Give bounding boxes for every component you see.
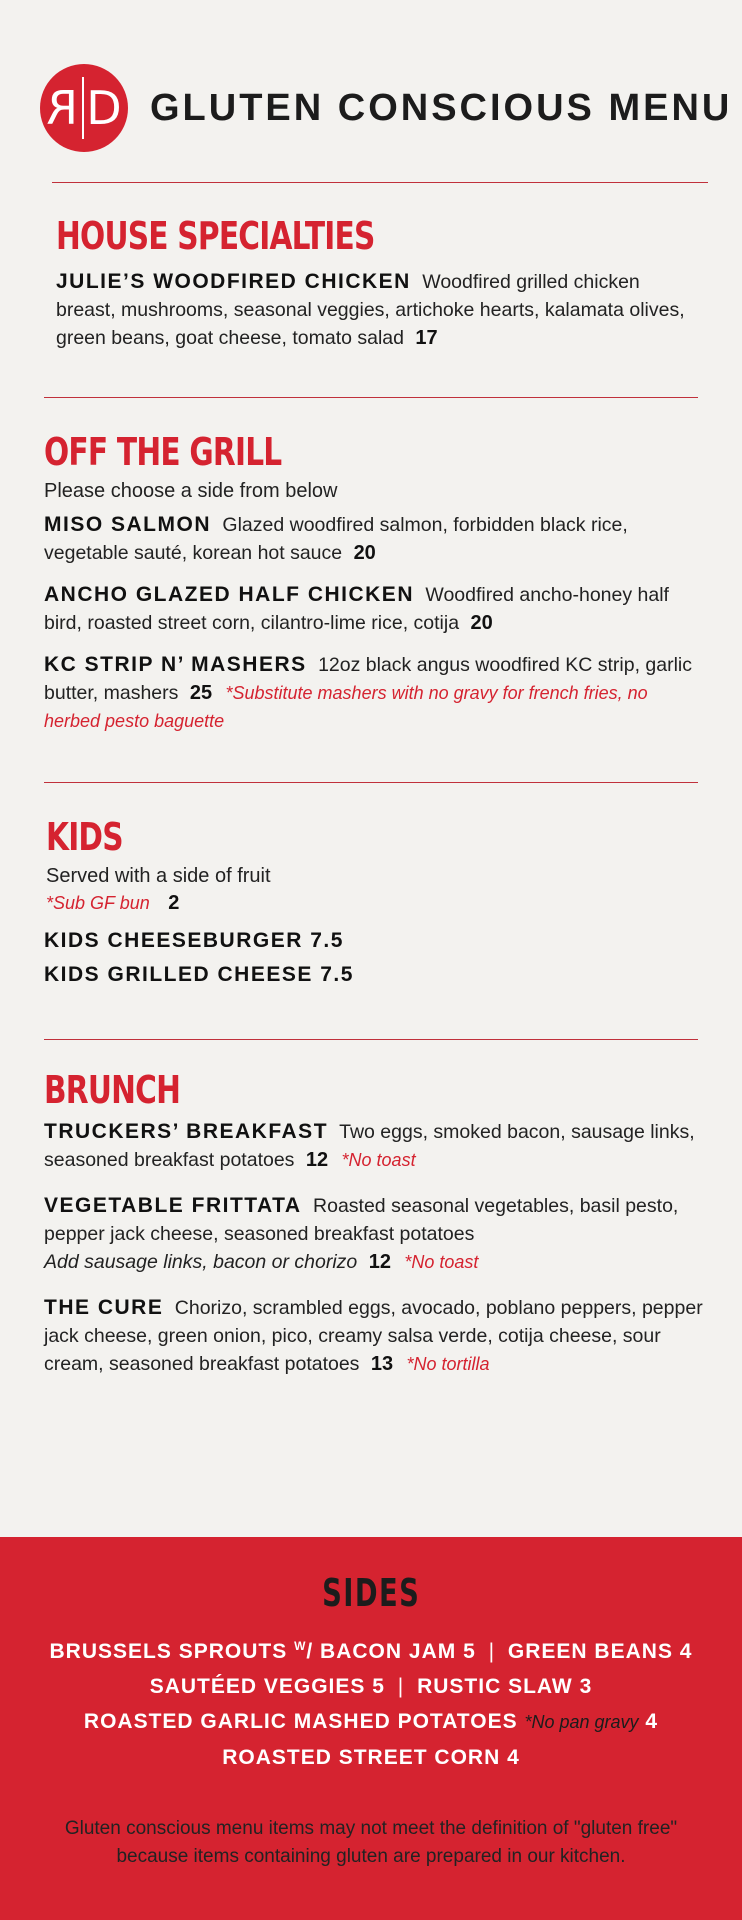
item-name: JULIE’S WOODFIRED CHICKEN [56,270,411,293]
separator: | [397,1675,405,1698]
divider [44,397,698,398]
section-kids [46,815,686,987]
rd-logo: R D [40,64,128,152]
sub-note-row [46,892,686,915]
divider [44,782,698,783]
section-off-the-grill [44,430,704,735]
menu-item [44,929,686,953]
sides-panel [0,1537,742,1920]
item-price: 7.5 [320,963,354,986]
item-name: KIDS GRILLED CHEESE [44,963,313,986]
menu-item [44,1294,704,1378]
sides-title: SIDES [321,1571,421,1615]
item-price: 20 [353,542,376,564]
item-note: *No toast [404,1252,479,1272]
side-price: 5 [372,1675,385,1698]
side-name: RUSTIC SLAW [417,1675,573,1698]
item-name: MISO SALMON [44,513,211,536]
divider [44,1039,698,1040]
item-desc: Two eggs, smoked bacon, sausage links, seasoned breakfast potatoes [44,1121,695,1171]
side-name: SAUTÉED VEGGIES [149,1675,366,1698]
side-sup: W [294,1639,307,1653]
section-title: OFF THE GRILL [44,430,282,474]
sub-price: 2 [168,892,180,914]
side-price: 4 [679,1640,693,1663]
section-brunch [44,1068,704,1378]
section-note: Served with a side of fruit [46,865,271,887]
divider [52,182,708,183]
side-name: ROASTED GARLIC MASHED POTATOES [83,1710,518,1733]
menu-item [44,1192,704,1276]
section-title: BRUNCH [44,1068,181,1112]
item-name: ANCHO GLAZED HALF CHICKEN [44,583,414,606]
menu-item [44,511,704,567]
sides-list [0,1629,742,1775]
sides-line [0,1629,742,1669]
side-note: *No pan gravy [524,1712,639,1732]
item-note: *No toast [341,1150,416,1170]
side-price: 4 [645,1710,659,1733]
menu-item [44,651,704,735]
item-name: KIDS CHEESEBURGER [44,929,303,952]
item-name: KC STRIP N’ MASHERS [44,653,307,676]
item-price: 7.5 [310,929,344,952]
sides-line [0,1740,742,1775]
section-house-specialties [56,214,696,352]
menu-item [56,268,696,352]
item-price: 13 [370,1353,394,1375]
separator: | [488,1640,496,1663]
item-name: VEGETABLE FRITTATA [44,1194,302,1217]
section-title: KIDS [46,815,123,859]
item-desc: Glazed woodfired salmon, forbidden black rice, vegetable sauté, korean hot sauce [44,514,628,564]
side-price: 5 [463,1640,476,1663]
menu-item [44,963,686,987]
header [40,64,732,152]
item-name: TRUCKERS’ BREAKFAST [44,1120,329,1143]
item-desc: Woodfired ancho-honey half bird, roasted street corn, cilantro-lime rice, cotija [44,584,669,634]
item-price: 17 [415,327,438,349]
side-name: BRUSSELS SPROUTS [49,1640,295,1663]
item-price: 20 [470,612,493,634]
side-name: GREEN BEANS [507,1640,673,1663]
item-price: 12 [305,1149,329,1171]
item-desc: Roasted seasonal vegetables, basil pesto, pepper jack cheese, seasoned breakfast potatoes [44,1195,679,1245]
side-name-cont: / BACON JAM [306,1640,457,1663]
item-desc: Woodfired grilled chicken breast, mushrooms, seasonal veggies, artichoke hearts, kalamata olives, green beans, goat cheese, tomato salad [56,271,685,349]
menu-item [44,581,704,637]
menu-item [44,1118,704,1174]
sub-note: *Sub GF bun [46,893,150,913]
item-name: THE CURE [44,1296,164,1319]
sides-line [0,1669,742,1704]
item-desc: 12oz black angus woodfired KC strip, garlic butter, mashers [44,654,693,704]
sides-line [0,1704,742,1740]
item-price: 12 [368,1251,391,1273]
disclaimer: Gluten conscious menu items may not meet the definition of "gluten free" because items containing gluten are prepared in our kitchen. [64,1818,678,1867]
section-title: HOUSE SPECIALTIES [56,214,375,258]
side-price: 3 [579,1675,593,1698]
side-name: ROASTED STREET CORN [222,1746,501,1769]
item-note: *Substitute mashers with no gravy for french fries, no herbed pesto baguette [44,683,648,731]
page-title: GLUTEN CONSCIOUS MENU [150,86,733,129]
section-note: Please choose a side from below [44,480,338,502]
side-price: 4 [507,1746,520,1769]
item-extra: Add sausage links, bacon or chorizo [44,1251,358,1273]
item-note: *No tortilla [406,1354,490,1374]
item-desc: Chorizo, scrambled eggs, avocado, poblano peppers, pepper jack cheese, green onion, pico, creamy salsa verde, cotija cheese, sour cream, seasoned breakfast potatoes [44,1297,703,1375]
item-price: 25 [189,682,213,704]
